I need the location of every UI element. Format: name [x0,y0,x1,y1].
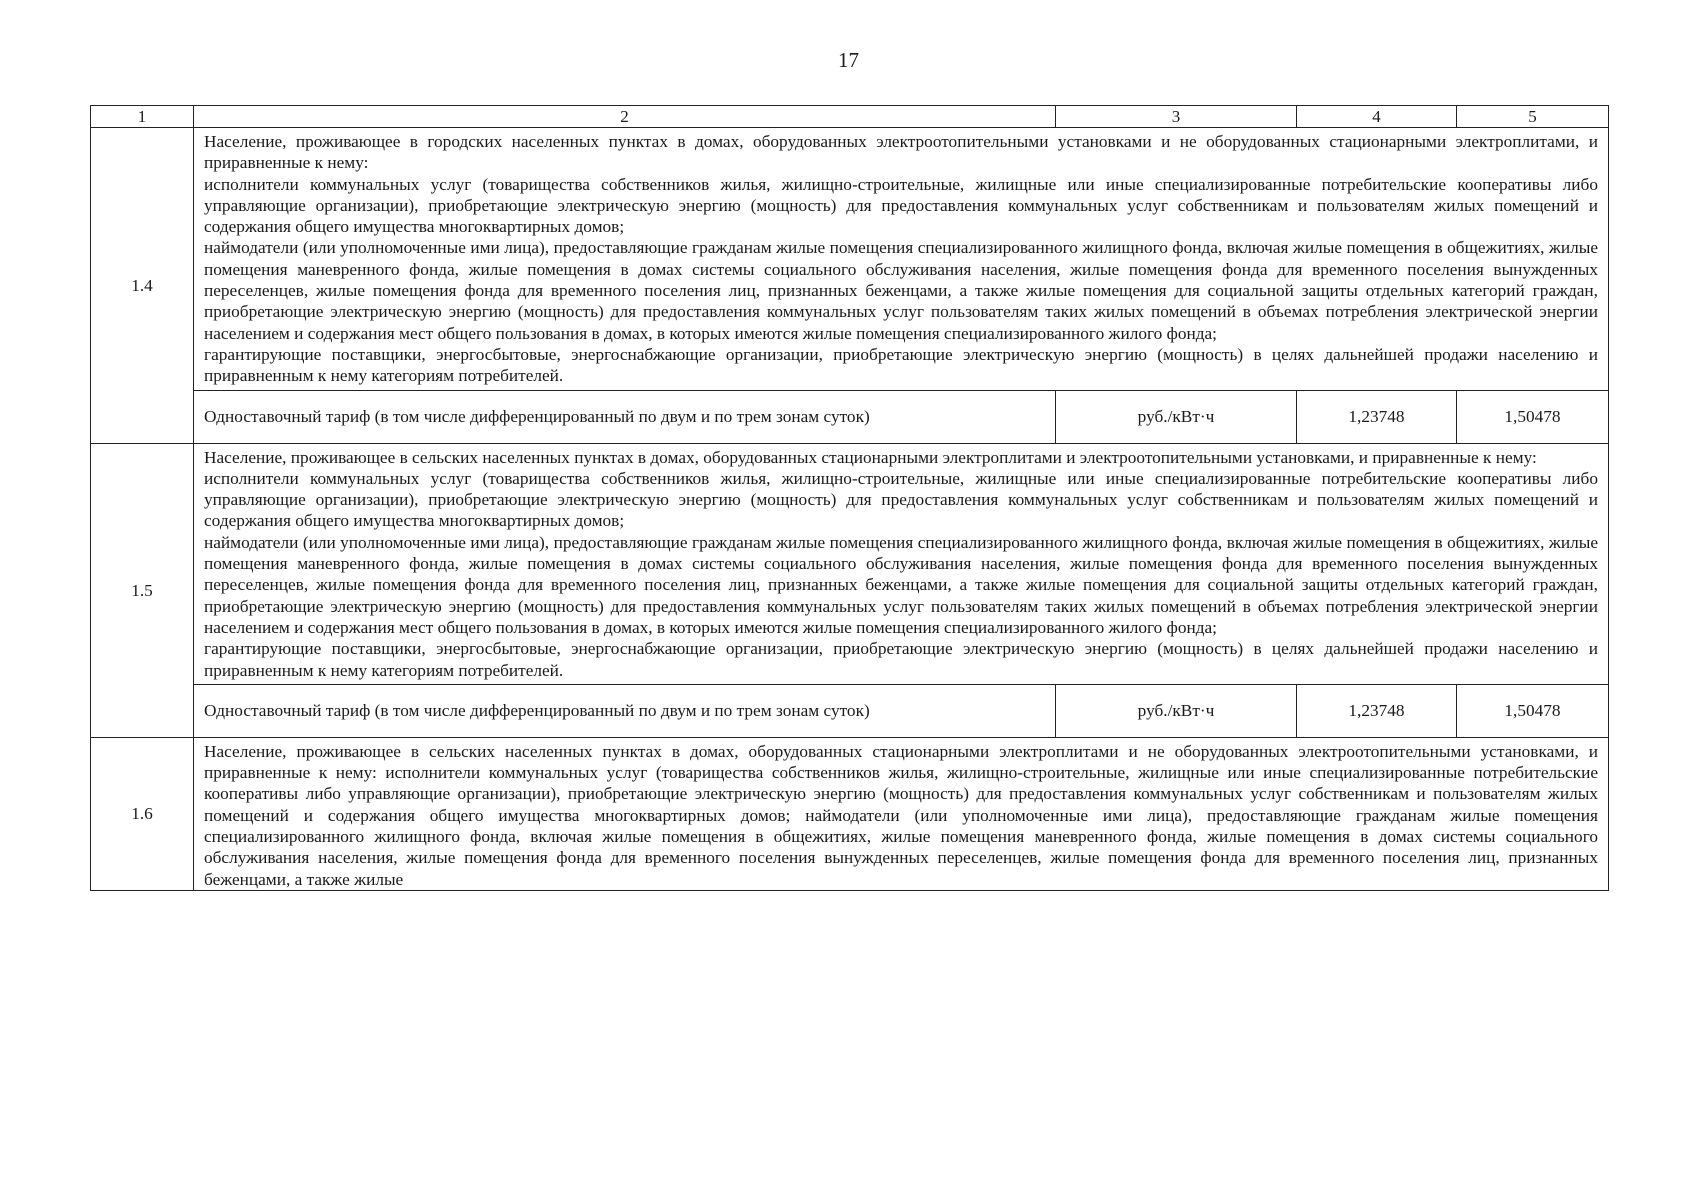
description-paragraph: исполнители коммунальных услуг (товарищества собственников жилья, жилищно-строительные, жилищные или иные специализированные потребительские кооперативы либо управляющие организации), приобретающие электрическую энергию (мощность) для предоставления коммунальных услуг собственникам и пользователям жилых помещений и содержания общего имущества многоквартирных домов; [204,468,1598,531]
tariff-value-col4: 1,23748 [1297,684,1457,737]
consumer-description [194,737,1609,890]
table-row [91,443,1609,684]
consumer-description [194,128,1609,391]
column-header-3: 3 [1056,106,1297,128]
tariff-row [91,390,1609,443]
description-paragraph: Население, проживающее в городских населенных пунктах в домах, оборудованных электроотопительными установками и не оборудованных стационарными электроплитами, и приравненные к нему: [204,132,1598,173]
description-paragraph: наймодатели (или уполномоченные ими лица), предоставляющие гражданам жилые помещения специализированного жилищного фонда, включая жилые помещения в общежитиях, жилые помещения маневренного фонда, жилые помещения в домах системы социального обслуживания населения, жилые помещения фонда для временного поселения вынужденных переселенцев, жилые помещения фонда для временного поселения лиц, признанных беженцами, а также жилые помещения для социальной защиты отдельных категорий граждан, приобретающие электрическую энергию (мощность) для предоставления коммунальных услуг пользователям таких жилых помещений в объемах потребления электрической энергии населением и содержания мест общего пользования в домах, в которых имеются жилые помещения специализированного жилого фонда; [204,238,1598,343]
column-header-5: 5 [1457,106,1609,128]
tariff-unit: руб./кВт·ч [1056,390,1297,443]
tariff-name: Одноставочный тариф (в том числе дифференцированный по двум и по трем зонам суток) [194,390,1056,443]
description-paragraph: гарантирующие поставщики, энергосбытовые, энергоснабжающие организации, приобретающие электрическую энергию (мощность) в целях дальнейшей продажи населению и приравненным к нему категориям потребителей. [204,639,1598,680]
description-paragraph: наймодатели (или уполномоченные ими лица), предоставляющие гражданам жилые помещения специализированного жилищного фонда, включая жилые помещения в общежитиях, жилые помещения маневренного фонда, жилые помещения в домах системы социального обслуживания населения, жилые помещения фонда для временного поселения вынужденных переселенцев, жилые помещения фонда для временного поселения лиц, признанных беженцами, а также жилые помещения для социальной защиты отдельных категорий граждан, приобретающие электрическую энергию (мощность) для предоставления коммунальных услуг пользователям таких жилых помещений в объемах потребления электрической энергии населением и содержания мест общего пользования в домах, в которых имеются жилые помещения специализированного жилого фонда; [204,532,1598,637]
description-paragraph: Население, проживающее в сельских населенных пунктах в домах, оборудованных стационарными электроплитами и электроотопительными установками, и приравненные к нему: [204,447,1537,467]
column-header-1: 1 [91,106,194,128]
table-row [91,737,1609,890]
consumer-description [194,443,1609,684]
column-header-2: 2 [194,106,1056,128]
description-paragraph: Население, проживающее в сельских населенных пунктах в домах, оборудованных стационарными электроплитами и не оборудованных электроотопительными установками, и приравненные к нему: [204,741,1598,783]
page-number: 17 [838,48,859,72]
table-header-row [91,106,1609,128]
tariff-table [90,105,1609,891]
tariff-value-col4: 1,23748 [1297,390,1457,443]
tariff-name: Одноставочный тариф (в том числе дифференцированный по двум и по трем зонам суток) [194,684,1056,737]
table-row [91,128,1609,391]
description-paragraph: исполнители коммунальных услуг (товарищества собственников жилья, жилищно-строительные, жилищные или иные специализированные потребительские кооперативы либо управляющие организации), приобретающие электрическую энергию (мощность) для предоставления коммунальных услуг собственникам и пользователям жилых помещений и содержания общего имущества многоквартирных домов; [204,174,1598,237]
tariff-value-col5: 1,50478 [1457,390,1609,443]
row-number: 1.4 [91,128,194,444]
row-number: 1.5 [91,443,194,737]
row-number: 1.6 [91,737,194,890]
tariff-unit: руб./кВт·ч [1056,684,1297,737]
tariff-value-col5: 1,50478 [1457,684,1609,737]
description-paragraph: гарантирующие поставщики, энергосбытовые, энергоснабжающие организации, приобретающие электрическую энергию (мощность) в целях дальнейшей продажи населению и приравненным к нему категориям потребителей. [204,344,1598,386]
tariff-row [91,684,1609,737]
column-header-4: 4 [1297,106,1457,128]
description-paragraph: исполнители коммунальных услуг (товарищества собственников жилья, жилищно-строительные, жилищные или иные специализированные потребительские кооперативы либо управляющие организации), приобретающие электрическую энергию (мощность) для предоставления коммунальных услуг собственникам и пользователям жилых помещений и содержания общего имущества многоквартирных домов; [204,763,1598,825]
description-paragraph: наймодатели (или уполномоченные ими лица), предоставляющие гражданам жилые помещения специализированного жилищного фонда, включая жилые помещения в общежитиях, жилые помещения маневренного фонда, жилые помещения в домах системы социального обслуживания населения, жилые помещения фонда для временного поселения вынужденных переселенцев, жилые помещения фонда для временного поселения лиц, признанных беженцами, а также жилые [204,805,1598,889]
